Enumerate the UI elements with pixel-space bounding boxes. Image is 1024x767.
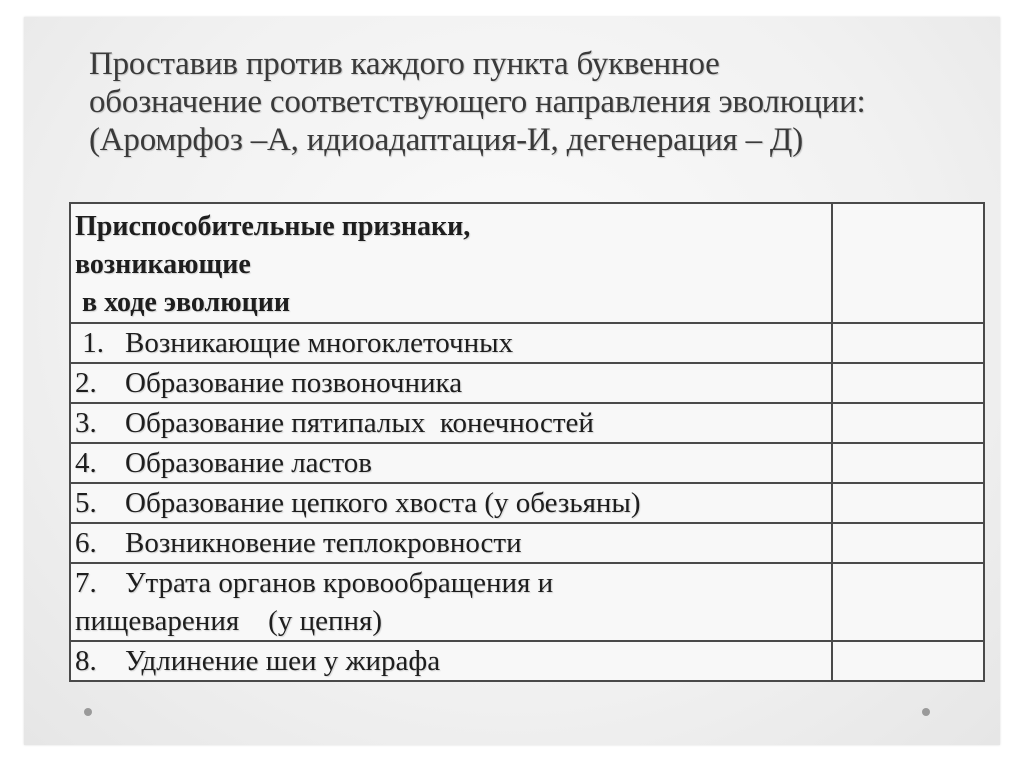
header-line-3: в ходе эволюции	[75, 287, 291, 318]
row-label-cell	[70, 403, 832, 443]
answer-cell[interactable]	[832, 403, 984, 443]
row-label-cell	[70, 523, 832, 563]
row-text: Возникновение теплокровности	[125, 527, 522, 559]
row-number: 8.	[75, 645, 97, 677]
slide	[24, 17, 1000, 745]
heading-line-2: обозначение соответствующего направления эволюции:	[89, 84, 866, 120]
row-label-cell	[70, 563, 832, 641]
heading-line-3: (Аромрфоз –А, идиоадаптация-И, дегенерация – Д)	[89, 122, 804, 158]
table-header-row	[70, 203, 984, 323]
row-label-cell	[70, 641, 832, 681]
answer-cell[interactable]	[832, 563, 984, 641]
row-text: Образование цепкого хвоста (у обезьяны)	[125, 487, 641, 519]
table-row	[70, 483, 984, 523]
row-text: Образование пятипалых конечностей	[125, 407, 594, 439]
table-row	[70, 363, 984, 403]
bullet-dot-left	[84, 708, 92, 716]
table-row	[70, 443, 984, 483]
row-label-cell	[70, 443, 832, 483]
table-row	[70, 403, 984, 443]
header-line-1: Приспособительные признаки,	[75, 211, 471, 242]
header-answer-cell	[832, 203, 984, 323]
row-text: Удлинение шеи у жирафа	[125, 645, 441, 677]
row-number: 7.	[75, 567, 97, 599]
row-text: Образование позвоночника	[125, 367, 463, 399]
answer-cell[interactable]	[832, 523, 984, 563]
row-label-cell	[70, 363, 832, 403]
table-row	[70, 323, 984, 363]
bullet-dot-right	[922, 708, 930, 716]
row-text: Образование ластов	[125, 447, 372, 479]
row-text-continuation: пищеварения (у цепня)	[75, 605, 383, 637]
row-text: Утрата органов кровообращения и	[125, 567, 554, 599]
header-line-2: возникающие	[75, 249, 251, 280]
row-number: 6.	[75, 527, 97, 559]
answer-cell[interactable]	[832, 641, 984, 681]
answer-cell[interactable]	[832, 363, 984, 403]
row-text: Возникающие многоклеточных	[125, 327, 514, 359]
evolution-table	[69, 202, 985, 682]
row-number: 2.	[75, 367, 97, 399]
row-number: 3.	[75, 407, 97, 439]
row-number: 5.	[75, 487, 97, 519]
header-cell	[70, 203, 832, 323]
row-number: 4.	[75, 447, 97, 479]
heading-line-1: Проставив против каждого пункта буквенное	[89, 46, 720, 82]
answer-cell[interactable]	[832, 443, 984, 483]
row-label-cell	[70, 323, 832, 363]
row-label-cell	[70, 483, 832, 523]
task-heading	[89, 45, 969, 159]
answer-cell[interactable]	[832, 323, 984, 363]
table-row	[70, 563, 984, 641]
row-number: 1.	[75, 327, 104, 359]
answer-cell[interactable]	[832, 483, 984, 523]
table-row	[70, 641, 984, 681]
table-row	[70, 523, 984, 563]
